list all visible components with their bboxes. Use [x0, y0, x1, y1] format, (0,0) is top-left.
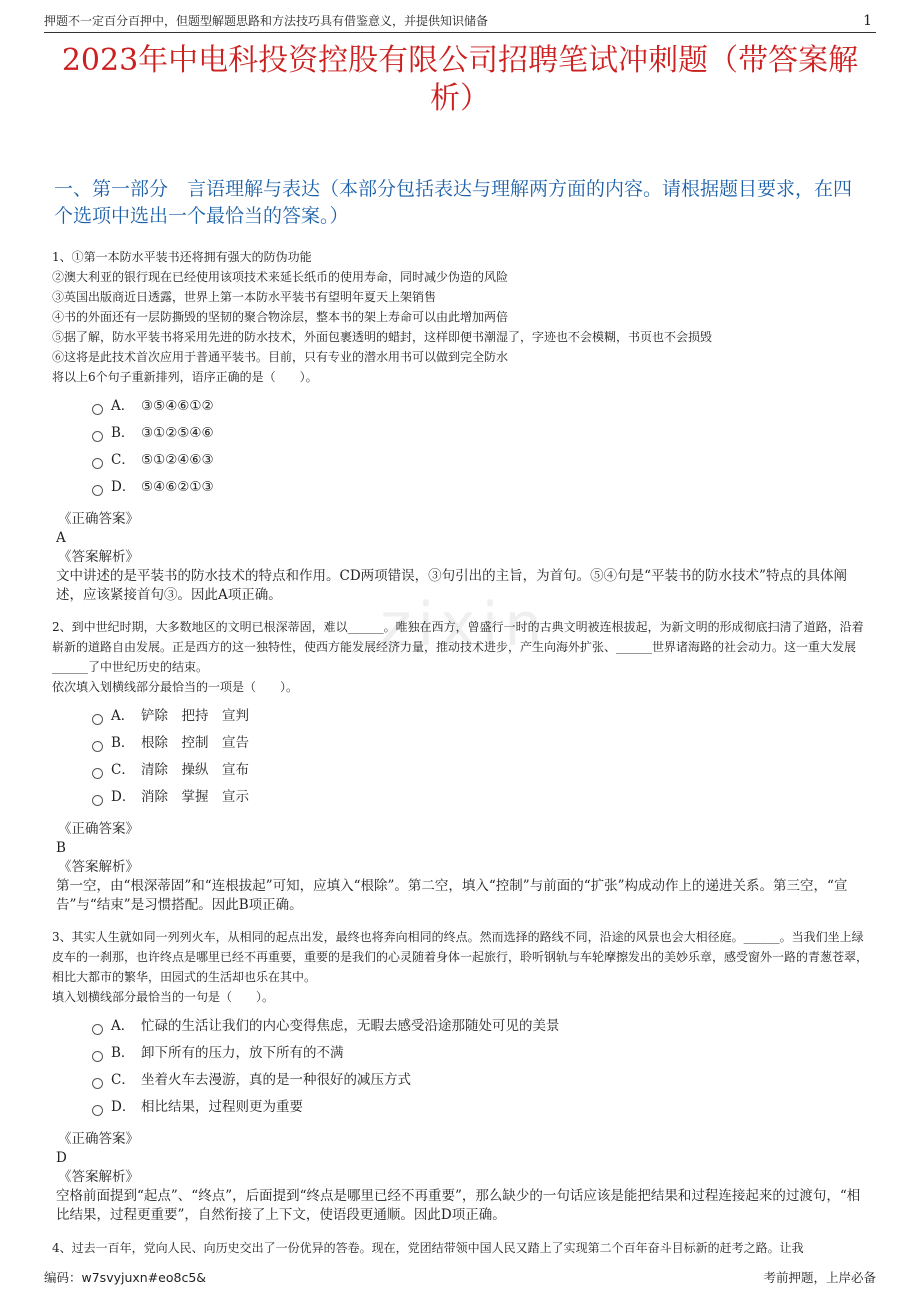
answer-block-2 [56, 820, 864, 915]
option-text: ⑤④⑥②①③ [141, 479, 214, 495]
answer-block-3 [56, 1130, 864, 1225]
document-code: 编码：w7svyjuxn#eo8c5& [44, 1270, 207, 1285]
option-text: 铲除 把持 宣判 [141, 708, 249, 724]
option-letter: C． [111, 452, 135, 468]
option-text: 根除 控制 宣告 [141, 735, 249, 751]
option-letter: A． [111, 708, 135, 724]
option-letter: C． [111, 762, 135, 778]
page-footer [44, 1268, 876, 1288]
options-list [92, 1013, 868, 1121]
options-list [92, 703, 868, 811]
question-3 [52, 927, 868, 1121]
answer-value: A [56, 530, 66, 546]
option-text: 卸下所有的压力，放下所有的不满 [141, 1045, 344, 1061]
option-b[interactable] [92, 1040, 868, 1067]
analysis-label: 《答案解析》 [58, 1169, 139, 1185]
header-disclaimer: 押题不一定百分百押中，但题型解题思路和方法技巧具有借鉴意义，并提供知识储备 [44, 14, 489, 28]
option-text: ⑤①②④⑥③ [141, 452, 214, 468]
option-a[interactable] [92, 393, 868, 420]
radio-circle-icon[interactable] [92, 1105, 103, 1116]
option-letter: A． [111, 398, 135, 414]
radio-circle-icon[interactable] [92, 485, 103, 496]
question-prompt: 填入划横线部分最恰当的一句是（ ）。 [52, 990, 275, 1004]
option-letter: D． [111, 479, 136, 495]
radio-circle-icon[interactable] [92, 1024, 103, 1035]
answer-label: 《正确答案》 [58, 1131, 139, 1147]
option-a[interactable] [92, 1013, 868, 1040]
question-4 [52, 1238, 868, 1258]
option-letter: D． [111, 789, 136, 805]
answer-label: 《正确答案》 [58, 821, 139, 837]
analysis-text: 空格前面提到“起点”、“终点”，后面提到“终点是哪里已经不再重要”，那么缺少的一句话应该是能把结果和过程连接起来的过渡句，“相比结果，过程更重要”，自然衔接了上下文，使语段更通顺。因此D项正确。 [56, 1188, 861, 1223]
question-stem-line: 4、过去一百年，党向人民、向历史交出了一份优异的答卷。现在，党团结带领中国人民又踏上了实现第二个百年奋斗目标新的赶考之路。让我 [52, 1241, 804, 1255]
question-2 [52, 617, 868, 811]
question-stem-line: ⑥这将是此技术首次应用于普通平装书。目前，只有专业的潜水用书可以做到完全防水 [52, 350, 509, 364]
option-text: 相比结果，过程则更为重要 [141, 1099, 303, 1115]
analysis-text: 第一空，由“根深蒂固”和“连根拔起”可知，应填入“根除”。第二空，填入“控制”与前面的“扩张”构成动作上的递进关系。第三空，“宣告”与“结束”是习惯搭配。因此B项正确。 [56, 878, 848, 913]
analysis-label: 《答案解析》 [58, 859, 139, 875]
answer-label: 《正确答案》 [58, 511, 139, 527]
radio-circle-icon[interactable] [92, 431, 103, 442]
question-prompt: 依次填入划横线部分最恰当的一项是（ ）。 [52, 680, 299, 694]
option-text: 坐着火车去漫游，真的是一种很好的减压方式 [141, 1072, 411, 1088]
radio-circle-icon[interactable] [92, 795, 103, 806]
option-b[interactable] [92, 420, 868, 447]
answer-block-1 [56, 510, 864, 605]
option-d[interactable] [92, 474, 868, 501]
option-c[interactable] [92, 757, 868, 784]
answer-value: D [56, 1150, 67, 1166]
footer-slogan: 考前押题，上岸必备 [763, 1270, 876, 1285]
page-number: 1 [863, 13, 872, 29]
document-title: 2023年中电科投资控股有限公司招聘笔试冲刺题（带答案解析） [61, 43, 859, 116]
question-1 [52, 247, 868, 501]
option-a[interactable] [92, 703, 868, 730]
question-stem-line: 2、到中世纪时期，大多数地区的文明已根深蒂固，难以______。唯独在西方，曾盛行一时的古典文明被连根拔起，为新文明的形成彻底扫清了道路，沿着崭新的道路自由发展。正是西方的这一独特性，使西方能发展经济力量，推动技术进步，产生向海外扩张、______世界诸海路的社会动力。这一重大发展______了中世纪历史的结束。 [52, 620, 864, 674]
radio-circle-icon[interactable] [92, 714, 103, 725]
option-letter: B． [111, 735, 135, 751]
option-text: 忙碌的生活让我们的内心变得焦虑，无暇去感受沿途那随处可见的美景 [141, 1018, 560, 1034]
question-stem-line: 3、其实人生就如同一列列火车，从相同的起点出发，最终也将奔向相同的终点。然而选择的路线不同，沿途的风景也会大相径庭。______。当我们坐上绿皮车的一刹那，也许终点是哪里已经不再重要，重要的是我们的心灵随着身体一起旅行，聆听钢轨与车轮摩擦发出的美妙乐章，感受窗外一路的青葱苍翠，相比大都市的繁华，田园式的生活却也乐在其中。 [52, 930, 869, 984]
option-c[interactable] [92, 447, 868, 474]
section-heading: 一、第一部分 言语理解与表达（本部分包括表达与理解两方面的内容。请根据题目要求，在四个选项中选出一个最恰当的答案。） [54, 178, 853, 227]
question-stem-line: ⑤据了解，防水平装书将采用先进的防水技术，外面包裹透明的蜡封，这样即便书潮湿了，字迹也不会模糊，书页也不会损毁 [52, 330, 713, 344]
question-stem-line: 1、①第一本防水平装书还将拥有强大的防伪功能 [52, 250, 312, 264]
radio-circle-icon[interactable] [92, 768, 103, 779]
option-c[interactable] [92, 1067, 868, 1094]
radio-circle-icon[interactable] [92, 1051, 103, 1062]
option-text: 清除 操纵 宣布 [141, 762, 249, 778]
radio-circle-icon[interactable] [92, 741, 103, 752]
option-letter: D． [111, 1099, 136, 1115]
analysis-text: 文中讲述的是平装书的防水技术的特点和作用。CD两项错误，③句引出的主旨，为首句。⑤④句是“平装书的防水技术”特点的具体阐述，应该紧接首句③。因此A项正确。 [56, 568, 847, 603]
question-stem-line: ③英国出版商近日透露，世界上第一本防水平装书有望明年夏天上架销售 [52, 290, 437, 304]
option-letter: B． [111, 425, 135, 441]
option-d[interactable] [92, 784, 868, 811]
question-stem-line: ②澳大利亚的银行现在已经使用该项技术来延长纸币的使用寿命，同时减少伪造的风险 [52, 270, 509, 284]
option-d[interactable] [92, 1094, 868, 1121]
radio-circle-icon[interactable] [92, 1078, 103, 1089]
option-text: ③⑤④⑥①② [141, 398, 214, 414]
radio-circle-icon[interactable] [92, 404, 103, 415]
option-text: 消除 掌握 宣示 [141, 789, 249, 805]
radio-circle-icon[interactable] [92, 458, 103, 469]
question-stem-line: ④书的外面还有一层防撕毁的坚韧的聚合物涂层，整本书的架上寿命可以由此增加两倍 [52, 310, 509, 324]
answer-value: B [56, 840, 66, 856]
page-header [44, 12, 876, 33]
watermark: zixin [380, 590, 549, 660]
question-prompt: 将以上6个句子重新排列，语序正确的是（ ）。 [52, 370, 318, 384]
option-b[interactable] [92, 730, 868, 757]
option-letter: C． [111, 1072, 135, 1088]
option-letter: A． [111, 1018, 135, 1034]
options-list [92, 393, 868, 501]
option-text: ③①②⑤④⑥ [141, 425, 214, 441]
option-letter: B． [111, 1045, 135, 1061]
analysis-label: 《答案解析》 [58, 549, 139, 565]
